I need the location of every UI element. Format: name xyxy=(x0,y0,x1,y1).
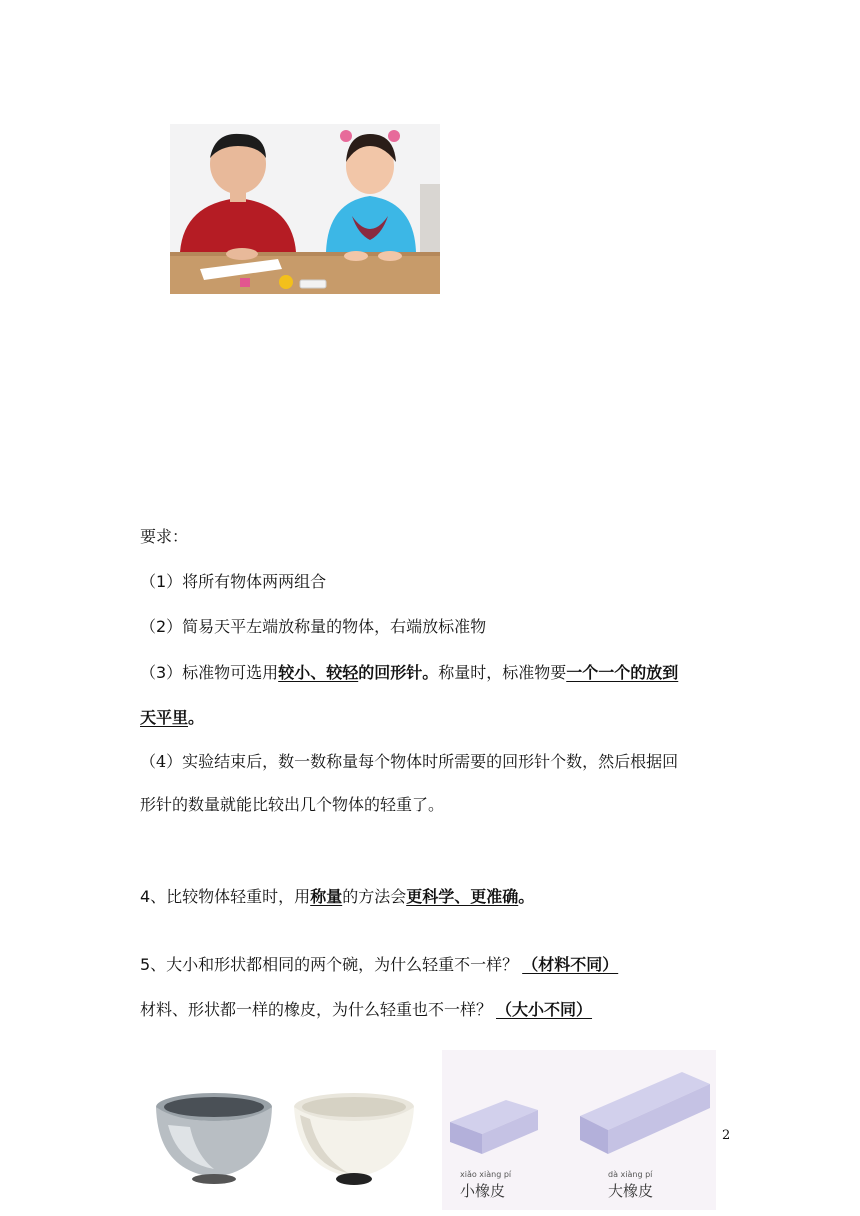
page-number: 2 xyxy=(722,1128,731,1143)
requirement-2: （2）简易天平左端放称量的物体，右端放标准物 xyxy=(140,617,487,636)
small-eraser-pinyin: xiǎo xiàng pí xyxy=(460,1170,512,1179)
answer-erasers: （大小不同） xyxy=(496,1000,593,1019)
requirement-3-period: 。 xyxy=(188,708,205,727)
point-5-question-2 xyxy=(140,997,592,1020)
big-eraser-label: 大橡皮 xyxy=(608,1182,654,1200)
requirement-3-part-a: （3）标准物可选用 xyxy=(140,663,279,682)
requirement-3-emphasis-balance: 天平里 xyxy=(140,708,189,727)
requirement-3-continued xyxy=(140,705,204,728)
children-photo xyxy=(170,124,440,294)
requirement-3-part-d: 称量时，标准物要 xyxy=(438,663,567,682)
requirement-4-line-2: 形针的数量就能比较出几个物体的轻重了。 xyxy=(140,795,445,814)
point-4-period: 。 xyxy=(518,887,535,906)
point-4-part-c: 的方法会 xyxy=(342,887,407,906)
erasers-picture xyxy=(442,1050,716,1210)
question-erasers: 材料、形状都一样的橡皮，为什么轻重也不一样？ xyxy=(140,1000,493,1019)
big-eraser-pinyin: dà xiàng pí xyxy=(608,1170,653,1179)
question-bowls: 5、大小和形状都相同的两个碗，为什么轻重不一样？ xyxy=(140,955,519,974)
point-4-emphasis-weigh: 称量 xyxy=(310,887,343,906)
requirements-heading: 要求： xyxy=(140,527,189,546)
requirement-3-part-c: 的回形针。 xyxy=(358,663,439,682)
requirement-3-emphasis-small-light: 较小、较轻 xyxy=(278,663,359,682)
requirement-1: （1）将所有物体两两组合 xyxy=(140,572,327,591)
requirement-4-line-1: （4）实验结束后，数一数称量每个物体时所需要的回形针个数，然后根据回 xyxy=(140,752,679,771)
point-4 xyxy=(140,884,534,907)
requirement-3-emphasis-one-by-one: 一个一个的放到 xyxy=(566,663,679,682)
bowls-photo xyxy=(148,1085,420,1195)
requirement-3 xyxy=(140,660,678,683)
answer-bowls: （材料不同） xyxy=(522,955,619,974)
point-4-emphasis-accurate: 更科学、更准确 xyxy=(406,887,519,906)
point-4-part-a: 4、比较物体轻重时，用 xyxy=(140,887,311,906)
small-eraser-label: 小橡皮 xyxy=(460,1182,506,1200)
point-5-question-1 xyxy=(140,952,618,975)
